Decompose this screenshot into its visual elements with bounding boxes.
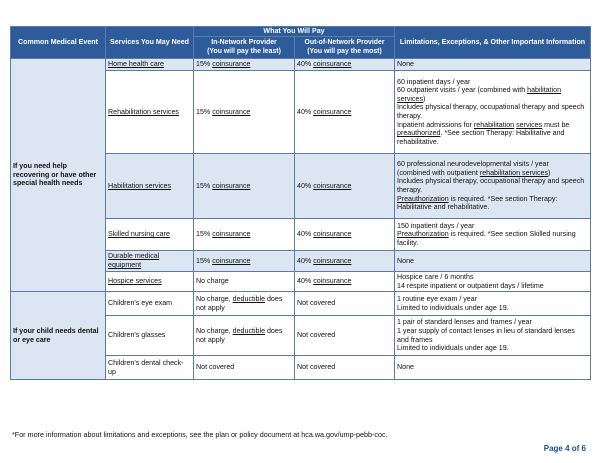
service-home-health-care[interactable] [106,59,194,71]
limitations-cell [395,71,591,154]
limitation-text: 1 pair of standard lenses and frames / year [397,318,532,327]
page-number: Page 4 of 6 [543,444,586,453]
coinsurance-link[interactable]: coinsurance [313,107,352,116]
service-link[interactable]: Habilitation services [108,181,172,190]
service-habilitation[interactable] [106,154,194,219]
in-network-cost [194,292,295,316]
service-link[interactable]: Skilled nursing care [108,230,170,239]
preauthorized-link[interactable]: preauthorized [397,129,441,138]
cost-percent: 40% [297,256,312,265]
out-network-cost [295,292,395,316]
coinsurance-link[interactable]: coinsurance [212,256,251,265]
header-in-network-label: In-Network Provider [211,38,277,46]
header-in-network-note: (You will pay the least) [207,47,281,55]
coverage-table [10,26,591,380]
limitation-text [397,86,588,103]
out-network-cost [295,219,395,251]
limitation-text: None [397,60,414,69]
limitation-text [397,195,588,212]
coinsurance-link[interactable]: coinsurance [212,60,251,69]
service-childrens-dental-checkup [106,356,194,380]
cost-percent: 40% [297,277,312,286]
in-network-cost [194,154,295,219]
service-rehabilitation[interactable] [106,71,194,154]
coinsurance-link[interactable]: coinsurance [212,107,251,116]
header-limitations: Limitations, Exceptions, & Other Important Information [395,27,591,59]
coinsurance-link[interactable]: coinsurance [212,230,251,239]
table-row [11,59,591,71]
service-hospice[interactable] [106,272,194,292]
cost-text: Not covered [297,331,336,340]
out-network-cost [295,272,395,292]
limitations-cell [395,356,591,380]
header-common-medical-event: Common Medical Event [11,27,106,59]
service-childrens-eye-exam [106,292,194,316]
deductible-link[interactable]: deductible [232,294,266,303]
coinsurance-link[interactable]: coinsurance [313,256,352,265]
limitation-fragment: (combined with outpatient [397,168,480,177]
coinsurance-link[interactable]: coinsurance [313,230,352,239]
limitation-text: Hospice care / 6 months [397,272,474,281]
in-network-cost [194,356,295,380]
limitation-fragment: ) [423,94,426,103]
limitations-cell [395,219,591,251]
in-network-cost [194,219,295,251]
limitation-text: 60 professional neurodevelopmental visits / year [397,160,549,169]
out-network-cost [295,59,395,71]
service-label: Children's glasses [108,331,166,340]
limitations-cell [395,272,591,292]
cost-text: Not covered [196,363,235,372]
header-out-network-note: (You will pay the most) [307,47,382,55]
event-special-health-needs: If you need help recovering or have other special health needs [11,59,106,292]
service-label: Children's eye exam [108,299,173,308]
out-network-cost [295,154,395,219]
cost-percent: 15% [196,256,211,265]
limitation-fragment: ) [548,168,551,177]
cost-percent: 15% [196,230,211,239]
in-network-cost [194,316,295,356]
limitation-fragment: must be [542,120,570,129]
in-network-cost [194,71,295,154]
limitation-text [397,230,588,247]
out-network-cost [295,71,395,154]
limitation-fragment: 60 outpatient visits / year (combined with [397,86,528,95]
out-network-cost [295,316,395,356]
cost-percent: 15% [196,60,211,69]
cost-fragment: No charge, [196,294,233,303]
limitation-text [397,121,588,147]
rehabilitation-services-link[interactable]: rehabilitation services [479,168,549,177]
coinsurance-link[interactable]: coinsurance [313,181,352,190]
header-out-of-network [295,37,395,59]
rehabilitation-link[interactable]: rehabilitation [473,120,515,129]
cost-percent: 15% [196,107,211,116]
cost-fragment: does not apply [196,294,283,312]
in-network-cost [194,251,295,272]
header-out-network-label: Out-of-Network Provider [304,38,385,46]
limitation-text: 1 routine eye exam / year [397,294,478,303]
limitation-fragment: is required. *See section Therapy: Habilitative and rehabilitative. [397,194,558,212]
service-childrens-glasses [106,316,194,356]
service-link[interactable]: Hospice services [108,277,162,286]
limitation-text: Includes physical therapy, occupational therapy and speech therapy. [397,177,585,194]
service-link[interactable]: Rehabilitation services [108,107,179,116]
limitation-text: 150 inpatient days / year [397,221,475,230]
in-network-cost [194,59,295,71]
limitation-text: 14 respite inpatient or outpatient days / lifetime [397,281,544,290]
footnote: *For more information about limitations and exceptions, see the plan or policy document at hca.wa.gov/ump-pebb-coc. [12,430,388,439]
limitations-cell [395,251,591,272]
header-in-network [194,37,295,59]
cost-fragment: No charge, [196,326,233,335]
limitation-fragment: is required. *See section Skilled nursing facility. [397,230,576,247]
limitations-cell [395,59,591,71]
table-row [11,292,591,316]
limitation-text: Limited to individuals under age 19. [397,344,509,353]
limitation-text: 60 inpatient days / year [397,77,471,86]
cost-text: Not covered [297,363,336,372]
limitation-text [397,169,588,178]
cost-text: Not covered [297,299,336,308]
limitation-fragment: . *See section Therapy: Habilitative and rehabilitative. [397,129,565,146]
service-skilled-nursing[interactable] [106,219,194,251]
event-child-dental-eye: If your child needs dental or eye care [11,292,106,380]
cost-percent: 40% [297,60,312,69]
service-label: Children's dental check-up [108,358,184,376]
coinsurance-link[interactable]: coinsurance [313,277,352,286]
cost-percent: 15% [196,181,211,190]
limitations-cell [395,292,591,316]
coinsurance-link[interactable]: coinsurance [212,181,251,190]
service-link[interactable]: Durable medical equipment [108,252,160,269]
limitation-text: Limited to individuals under age 19. [397,303,509,312]
service-durable-medical-equipment[interactable] [106,251,194,272]
header-what-you-will-pay: What You Will Pay [194,27,395,37]
limitation-text: Includes physical therapy, occupational therapy and speech therapy. [397,103,585,120]
out-network-cost [295,356,395,380]
cost-percent: 40% [297,230,312,239]
service-link[interactable]: Home health care [108,60,164,69]
limitations-cell [395,154,591,219]
in-network-cost [194,272,295,292]
preauthorization-link[interactable]: Preauthorization [397,194,449,203]
preauthorization-link[interactable]: Preauthorization [397,230,449,239]
coinsurance-link[interactable]: coinsurance [313,60,352,69]
cost-text: No charge [196,277,229,286]
limitation-text: 1 year supply of contact lenses in lieu of standard lenses and frames [397,326,575,344]
limitation-text: None [397,256,414,265]
habilitation-services-link[interactable]: habilitation services [397,86,562,103]
services-link[interactable]: services [516,120,543,129]
cost-percent: 40% [297,181,312,190]
cost-fragment: does not apply [196,326,283,344]
header-services: Services You May Need [106,27,194,59]
out-network-cost [295,251,395,272]
cost-percent: 40% [297,107,312,116]
limitation-fragment: Inpatient admissions for [397,120,474,129]
deductible-link[interactable]: deductible [232,326,266,335]
limitation-text: None [397,363,414,372]
limitations-cell [395,316,591,356]
